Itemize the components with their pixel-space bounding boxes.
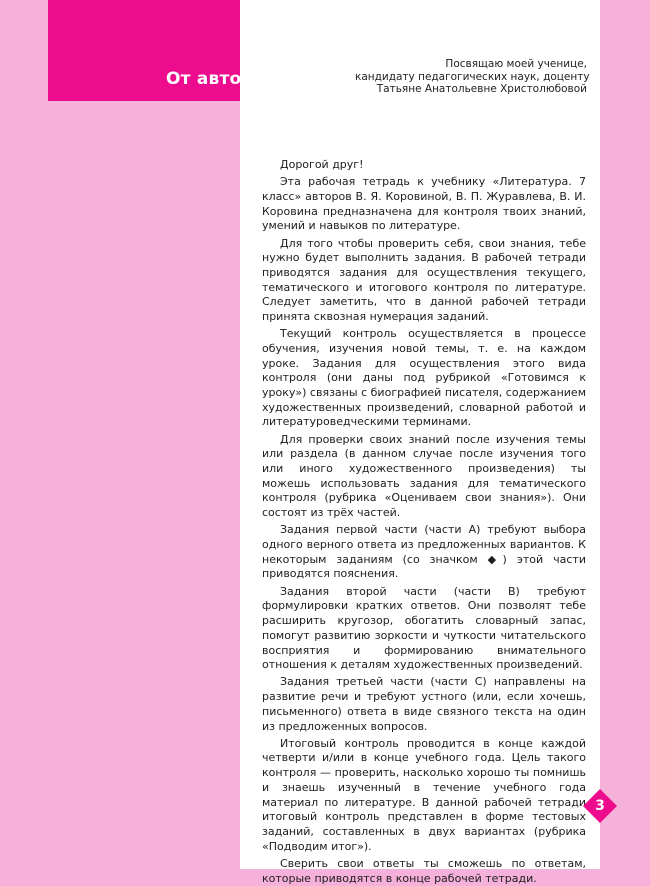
paragraph-7: Задания третьей части (части С) направлены на развитие речи и требуют устного (или, если хочешь, письменного) ответа в виде связного текста на один из предложенных вопросов. bbox=[262, 675, 586, 733]
left-panel bbox=[48, 101, 240, 869]
paragraph-2: Для того чтобы проверить себя, свои знания, тебе нужно будет выполнить задания. В рабочей тетради приводятся задания для осуществления текущего, тематического и итогового контроля по литературе. Следует заметить, что в данной рабочей тетради принята сквозная нумерация заданий. bbox=[262, 236, 586, 324]
dedication-line-3: Татьяне Анатольевне Христолюбовой bbox=[376, 83, 587, 95]
paragraph-8: Итоговый контроль проводится в конце каждой четверти и/или в конце учебного года. Цель такого контроля — проверить, насколько хорошо ты помнишь и знаешь изученный в течение учебного года материал по литературе. В данной рабочей тетради итоговый контроль представлен в форме тестовых заданий, составленных в двух вариантах (рубрика «Подводим итог»). bbox=[262, 736, 586, 853]
paragraph-5: Задания первой части (части А) требуют выбора одного верного ответа из предложенных вариантов. К некоторым заданиям (со значком ◆) этой части приводятся пояснения. bbox=[262, 523, 586, 581]
paragraph-3: Текущий контроль осуществляется в процессе обучения, изучения новой темы, т. е. на каждом уроке. Задания для осуществления этого вида контроля (они даны под рубрикой «Готовимся к уроку») связаны с биографией писателя, содержанием художественных произведений, словарной работой и литературоведческими терминами. bbox=[262, 327, 586, 429]
paragraph-1: Эта рабочая тетрадь к учебнику «Литература. 7 класс» авторов В. Я. Коровиной, В. П. Журавлева, В. И. Коровина предназначена для контроля твоих знаний, умений и навыков по литературе. bbox=[262, 175, 586, 233]
paragraph-greeting: Дорогой друг! bbox=[280, 158, 364, 171]
body-text bbox=[262, 158, 586, 886]
dedication-line-1: Посвящаю моей ученице, bbox=[445, 58, 587, 70]
section-title: От автора bbox=[166, 69, 266, 89]
paragraph-9: Сверить свои ответы ты сможешь по ответам, которые приводятся в конце рабочей тетради. bbox=[262, 856, 586, 885]
paragraph-6: Задания второй части (части В) требуют формулировки кратких ответов. Они позволят тебе расширить кругозор, обогатить словарный запас, помогут развитию зоркости и чуткости читательского восприятия и формированию внимательного отношения к деталям художественных произведений. bbox=[262, 584, 586, 672]
dedication-line-2: кандидату педагогических наук, доценту bbox=[355, 70, 590, 83]
left-decorative-band bbox=[0, 0, 48, 869]
page-number-badge bbox=[582, 788, 618, 824]
dedication bbox=[355, 58, 590, 96]
paragraph-4: Для проверки своих знаний после изучения темы или раздела (в данном случае после изучения того или иного художественного произведения) ты можешь использовать задания для тематического контроля (рубрика «Оцениваем свои знания»). Они состоят из трёх частей. bbox=[262, 432, 586, 520]
page-number: 3 bbox=[595, 798, 605, 814]
